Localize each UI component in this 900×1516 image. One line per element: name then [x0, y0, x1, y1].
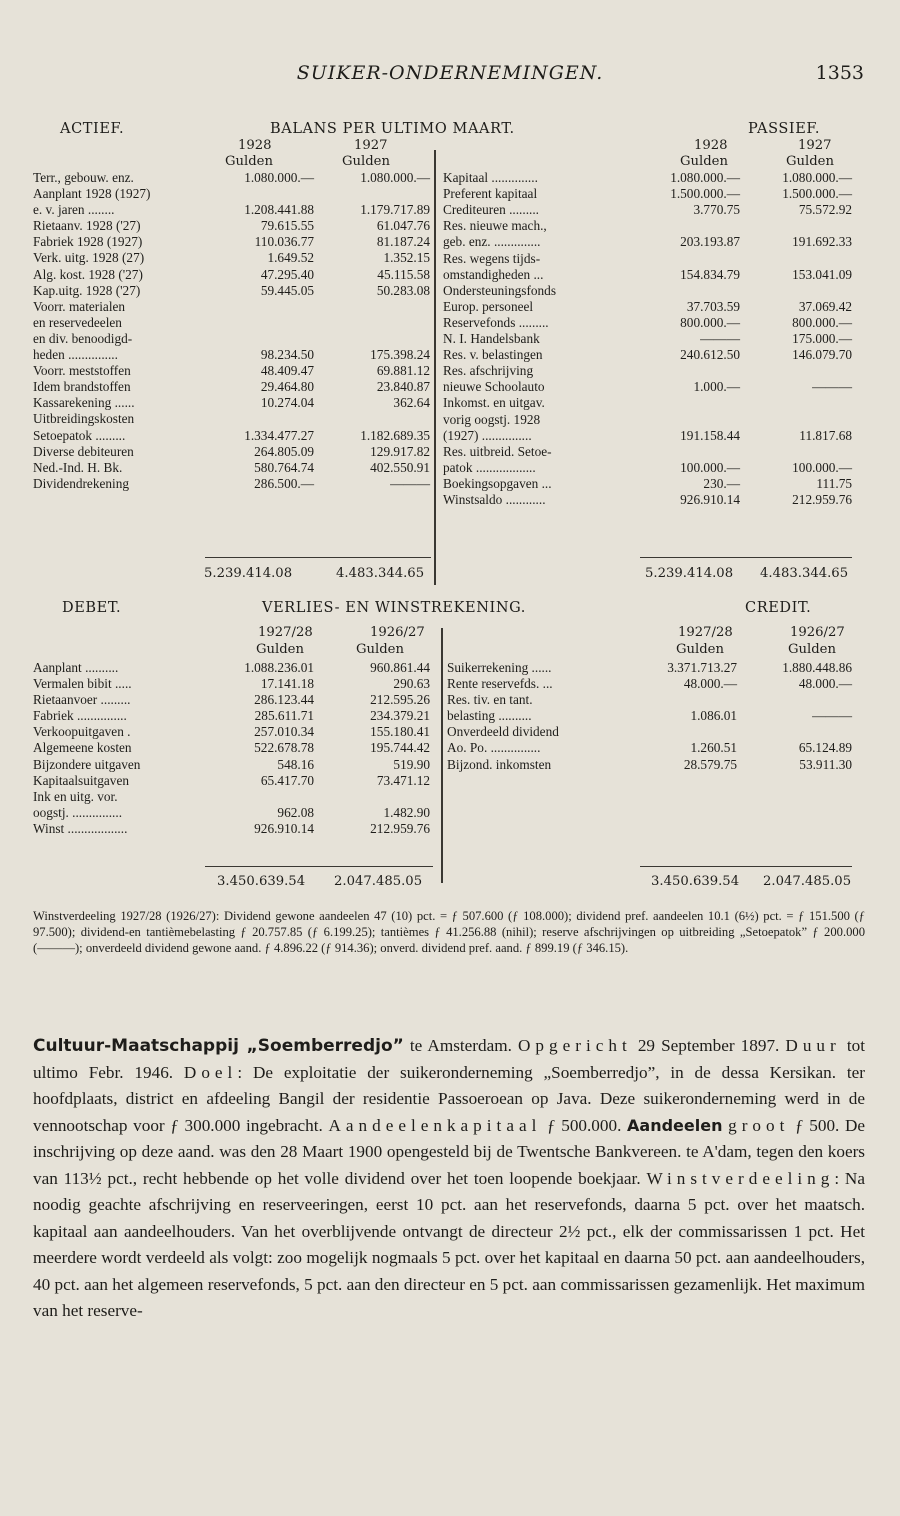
row-label: Preferent kapitaal [443, 186, 538, 202]
passief-row [443, 347, 852, 363]
debet-table [33, 660, 430, 837]
row-label: heden ............... [33, 347, 118, 363]
actief-row [33, 250, 430, 266]
row-label: Verk. uitg. 1928 (27) [33, 250, 145, 266]
row-value-b: 175.398.24 [370, 347, 430, 363]
row-value-b: 290.63 [393, 676, 430, 692]
row-label: Ondersteuningsfonds [443, 282, 557, 298]
row-value-b: 1.880.448.86 [782, 660, 852, 675]
actief-row [33, 347, 430, 363]
debet-row [33, 676, 430, 692]
actief-row [33, 331, 430, 347]
row-value-b: ——— [390, 475, 430, 491]
actief-unit-2: Gulden [342, 154, 390, 169]
groot-label: groot [728, 1115, 790, 1135]
row-value-a: 800.000.— [680, 314, 740, 330]
row-label: Inkomst. en uitgav. [443, 395, 545, 411]
aandeelenkapitaal-label: Aandeelenkapitaal [328, 1115, 542, 1135]
row-label: Winstsaldo ............ [443, 491, 546, 507]
debet-row [33, 789, 430, 805]
row-value-b [740, 154, 852, 170]
row-value-b [740, 395, 852, 411]
row-value-a: 286.500.— [254, 475, 314, 491]
passief-row [443, 170, 852, 186]
row-value-a [203, 186, 314, 202]
row-label: vorig oogstj. 1928 [443, 411, 541, 427]
actief-row [33, 379, 430, 395]
actief-row [33, 476, 430, 492]
row-label: Aanplant 1928 (1927) [33, 186, 151, 202]
row-label: Kap.uitg. 1928 ('27) [33, 282, 141, 298]
row-value-b: 191.692.33 [792, 234, 852, 250]
row-value-b: 65.124.89 [798, 740, 852, 756]
passief-row [443, 460, 852, 476]
row-value-a: 3.371.713.27 [667, 660, 737, 675]
row-value-b: 1.179.717.89 [360, 202, 430, 218]
row-value-b [314, 331, 430, 347]
row-label: Algemeene kosten [33, 740, 132, 756]
row-value-b: 75.572.92 [798, 202, 852, 218]
row-value-b: 960.861.44 [370, 660, 430, 675]
row-value-a: 3.770.75 [693, 202, 740, 218]
row-label: Res. wegens tijds- [443, 250, 541, 266]
row-label: Res. uitbreid. Setoe- [443, 443, 552, 459]
actief-row [33, 202, 430, 218]
credit-row [447, 724, 852, 740]
row-value-a: 28.579.75 [683, 756, 737, 772]
row-label: Onverdeeld dividend [447, 724, 559, 740]
actief-row [33, 460, 430, 476]
row-value-a: 1.260.51 [690, 740, 737, 756]
actief-row [33, 283, 430, 299]
row-label: Rietaanv. 1928 ('27) [33, 218, 141, 234]
row-value-b [737, 692, 852, 708]
actief-row [33, 299, 430, 315]
row-label: belasting .......... [447, 708, 532, 724]
passief-row [443, 299, 852, 315]
passief-row [443, 283, 852, 299]
row-label: Kapitaalsuitgaven [33, 772, 129, 788]
row-value-a [639, 251, 740, 267]
passief-row [443, 234, 852, 250]
credit-row [447, 740, 852, 756]
row-label: Alg. kost. 1928 ('27) [33, 266, 143, 282]
row-value-b: 53.911.30 [799, 756, 852, 772]
row-value-b: 111.75 [816, 475, 852, 491]
row-value-b: 1.352.15 [383, 250, 430, 266]
row-value-b: 1.500.000.— [782, 186, 852, 202]
row-value-b: ——— [812, 379, 852, 395]
row-value-b: 45.115.58 [377, 266, 430, 282]
row-value-a: 10.274.04 [260, 395, 314, 411]
row-value-a: 203.193.87 [680, 234, 740, 250]
company-text: : Na noodig geachte afschrijving en reserveeringen, eerst 10 pct. aan het reservefonds, daarna 5 pct. over het maatsch. kapitaal aan aandeelhouders. Van het overblijvende ontvangt de directeur 2½ pct., elk der commissarissen 1 pct. Het meerdere wordt verdeeld als volgt: zoo mogelijk nogmaals 5 pct. over het kapitaal en daarna 50 pct. aan aandeelhouders, 40 pct. aan het algemeen reservefonds, 5 pct. aan den directeur en 5 pct. aan commissarissen gezamenlijk. Het maximum van het reserve- [33, 1168, 865, 1320]
row-value-b: 234.379.21 [370, 708, 430, 724]
credit-year-2: 1926/27 [790, 625, 845, 640]
row-label: Res. nieuwe mach., [443, 218, 547, 234]
company-text: ƒ 500. De inschrijving op deze aand. was den 28 Maart 1900 opengesteld bij de Twentsche Bankvereen. te A'dam, tegen den koers van 113½ pct., recht hebbende op het volle dividend over het toen loopende boekjaar. [33, 1115, 866, 1188]
passief-row [443, 202, 852, 218]
company-text: te Amsterdam. [403, 1036, 518, 1055]
debet-row [33, 660, 430, 676]
row-value-b [314, 186, 430, 202]
row-label: Dividendrekening [33, 475, 130, 491]
row-label: (1927) ............... [443, 427, 532, 443]
row-label: Crediteuren ......... [443, 202, 540, 218]
row-value-a: 240.612.50 [680, 347, 740, 363]
debet-year-1: 1927/28 [258, 625, 313, 640]
credit-row [447, 692, 852, 708]
winstverdeeling-note: Winstverdeeling 1927/28 (1926/27): Dividend gewone aandeelen 47 (10) pct. = ƒ 507.600 (ƒ 108.000); dividend pref. aandeelen 10.1 (6½) pct. = ƒ 151.500 (ƒ 97.500); dividend-en tantièmebelasting ƒ 20.757.85 (ƒ 6.199.25); tantièmes ƒ 41.256.88 (nihil); reserve afschrijvingen op uitbreiding „Setoepatok” ƒ 200.000 (———); onverdeeld dividend gewone aand. ƒ 4.896.22 (ƒ 914.36); onverd. dividend pref. aand. ƒ 899.19 (ƒ 346.15). [33, 909, 865, 956]
passief-row [443, 428, 852, 444]
actief-unit-1: Gulden [225, 154, 273, 169]
row-value-a: 48.000.— [683, 676, 737, 692]
debet-row [33, 740, 430, 756]
aandeelen-label: Aandeelen [627, 1115, 723, 1135]
debet-row [33, 724, 430, 740]
row-label: e. v. jaren ........ [33, 202, 115, 218]
row-value-b: 155.180.41 [370, 724, 430, 740]
row-value-a [203, 315, 314, 331]
row-value-b: 212.595.26 [370, 692, 430, 708]
row-value-b: 1.182.689.35 [360, 427, 430, 443]
row-value-b: 146.079.70 [792, 347, 852, 363]
row-value-a: 286.123.44 [254, 692, 314, 708]
row-value-a: 926.910.14 [680, 491, 740, 507]
row-value-b: ——— [812, 708, 852, 724]
passief-row [443, 412, 852, 428]
actief-year-1: 1928 [238, 138, 272, 153]
row-label: Terr., gebouw. enz. [33, 170, 134, 185]
row-value-b: 1.080.000.— [360, 170, 430, 185]
row-value-a [203, 331, 314, 347]
row-value-b [740, 412, 852, 428]
row-value-b: 1.482.90 [383, 804, 430, 820]
debet-row [33, 692, 430, 708]
credit-table [447, 660, 852, 773]
row-label: Idem brandstoffen [33, 379, 131, 395]
row-label: Res. afschrijving [443, 363, 534, 379]
row-value-a: 1.334.477.27 [244, 427, 314, 443]
doel-label: Doel [183, 1062, 238, 1082]
row-value-b: 81.187.24 [376, 234, 430, 250]
row-label: en div. benoodigd- [33, 330, 133, 346]
row-value-b [740, 444, 852, 460]
row-value-a: 110.036.77 [254, 234, 314, 250]
row-label [443, 154, 639, 170]
row-label: Ink en uitg. vor. [33, 788, 118, 804]
company-text: ƒ 500.000. [541, 1115, 628, 1135]
passief-total-rule [640, 557, 852, 558]
row-label: Verkoopuitgaven . [33, 724, 131, 740]
row-value-a: 1.000.— [693, 379, 740, 395]
row-value-a: 257.010.34 [254, 724, 314, 740]
row-value-b: 50.283.08 [376, 282, 430, 298]
row-value-a: 522.678.78 [254, 740, 314, 756]
row-value-b [314, 299, 430, 315]
row-value-a: 65.417.70 [260, 772, 314, 788]
row-label: Bijzond. inkomsten [447, 756, 552, 772]
row-label: Voorr. meststoffen [33, 363, 131, 379]
row-value-b: 100.000.— [792, 459, 852, 475]
row-value-b: 195.744.42 [370, 740, 430, 756]
actief-row [33, 186, 430, 202]
row-value-b: 73.471.12 [376, 772, 430, 788]
row-value-a: 548.16 [277, 756, 314, 772]
row-value-a: 1.080.000.— [670, 170, 740, 186]
row-label: Reservefonds ......... [443, 314, 549, 330]
debet-row [33, 805, 430, 821]
row-label: Res. tiv. en tant. [447, 692, 533, 708]
passief-row [443, 444, 852, 460]
running-header-title: SUIKER-ONDERNEMINGEN. [296, 62, 604, 84]
row-label: Boekingsopgaven ... [443, 475, 552, 491]
actief-table [33, 170, 430, 492]
passief-row [443, 331, 852, 347]
row-value-b: 175.000.— [792, 331, 852, 347]
row-value-b: 519.90 [393, 756, 430, 772]
credit-label: CREDIT. [745, 600, 812, 616]
row-value-a [203, 299, 314, 315]
company-name: Cultuur-Maatschappij „Soemberredjo” [33, 1036, 404, 1056]
passief-row [443, 476, 852, 492]
passief-row [443, 379, 852, 395]
row-value-a [639, 412, 740, 428]
row-value-b [740, 251, 852, 267]
passief-row [443, 218, 852, 234]
row-value-b [740, 283, 852, 299]
passief-year-1: 1928 [694, 138, 728, 153]
actief-year-2: 1927 [354, 138, 388, 153]
row-value-a [639, 154, 740, 170]
actief-total-rule [205, 557, 431, 558]
credit-unit-2: Gulden [788, 642, 836, 657]
debet-row [33, 821, 430, 837]
row-value-a: 230.— [703, 475, 740, 491]
row-value-a: 1.086.01 [690, 708, 737, 724]
debet-row [33, 757, 430, 773]
row-value-b: 153.041.09 [792, 266, 852, 282]
passief-row [443, 251, 852, 267]
row-label: Uitbreidingskosten [33, 411, 135, 427]
passief-row [443, 186, 852, 202]
passief-row [443, 267, 852, 283]
debet-row [33, 708, 430, 724]
row-label: omstandigheden ... [443, 266, 544, 282]
row-label: Europ. personeel [443, 298, 534, 314]
actief-label: ACTIEF. [60, 121, 125, 137]
passief-row [443, 154, 852, 170]
passief-total-1927: 4.483.344.65 [760, 566, 849, 581]
row-label: Res. v. belastingen [443, 347, 543, 363]
row-value-a: 29.464.80 [260, 379, 314, 395]
row-value-a: 1.208.441.88 [244, 202, 314, 218]
row-label: Vermalen bibit ..... [33, 676, 132, 692]
company-text: tot ultimo Febr. 1946. [33, 1036, 865, 1082]
row-value-b [314, 315, 430, 331]
row-value-b: 1.080.000.— [782, 170, 852, 186]
actief-row [33, 267, 430, 283]
row-value-b: 362.64 [393, 395, 430, 411]
row-value-a [639, 395, 740, 411]
credit-row [447, 676, 852, 692]
row-label: Ao. Po. ............... [447, 740, 541, 756]
row-value-b [740, 363, 852, 379]
actief-row [33, 363, 430, 379]
passief-row [443, 363, 852, 379]
passief-row [443, 395, 852, 411]
row-value-b: 37.069.42 [798, 298, 852, 314]
row-label: Voorr. materialen [33, 298, 126, 314]
row-label: patok .................. [443, 459, 536, 475]
actief-total-1927: 4.483.344.65 [336, 566, 425, 581]
company-text: 29 September 1897. [631, 1036, 786, 1055]
debet-unit-2: Gulden [356, 642, 404, 657]
row-value-a: 1.500.000.— [670, 186, 740, 202]
row-value-a: 79.615.55 [260, 218, 314, 234]
row-label: en reservedeelen [33, 314, 122, 330]
row-value-b: 61.047.76 [376, 218, 430, 234]
row-label: Kapitaal .............. [443, 170, 538, 186]
debet-year-2: 1926/27 [370, 625, 425, 640]
actief-row [33, 234, 430, 250]
row-value-a [639, 363, 740, 379]
row-value-a: 191.158.44 [680, 427, 740, 443]
row-value-b: 48.000.— [798, 676, 852, 692]
row-value-a: 47.295.40 [260, 266, 314, 282]
row-label: geb. enz. .............. [443, 234, 541, 250]
row-value-b [314, 789, 430, 805]
row-label: Rietaanvoer ......... [33, 692, 131, 708]
row-value-b [314, 411, 430, 427]
debet-total-rule [205, 866, 433, 867]
row-label: Setoepatok ......... [33, 427, 126, 443]
row-value-a: 580.764.74 [254, 459, 314, 475]
row-value-a: 17.141.18 [260, 676, 314, 692]
row-value-b: 69.881.12 [376, 363, 430, 379]
row-value-a [639, 218, 740, 234]
row-label: Bijzondere uitgaven [33, 756, 141, 772]
balans-divider [434, 150, 436, 585]
row-value-b: 212.959.76 [370, 820, 430, 836]
row-value-a: 1.080.000.— [244, 170, 314, 185]
debet-unit-1: Gulden [256, 642, 304, 657]
company-entry [33, 1033, 865, 1325]
row-value-a: ——— [700, 331, 740, 347]
row-value-a: 1.649.52 [267, 250, 314, 266]
credit-row [447, 757, 852, 773]
row-value-a [639, 444, 740, 460]
row-label: oogstj. ............... [33, 804, 123, 820]
actief-total-1928: 5.239.414.08 [204, 566, 293, 581]
actief-row [33, 395, 430, 411]
passief-row [443, 492, 852, 508]
row-value-b [737, 724, 852, 740]
row-label: Diverse debiteuren [33, 443, 134, 459]
row-value-b: 129.917.82 [370, 443, 430, 459]
actief-row [33, 428, 430, 444]
debet-row [33, 773, 430, 789]
passief-label: PASSIEF. [748, 121, 821, 137]
passief-table [443, 154, 852, 508]
row-value-a: 48.409.47 [260, 363, 314, 379]
opgericht-label: Opgericht [518, 1036, 632, 1055]
page-number: 1353 [815, 62, 864, 84]
debet-total-2: 2.047.485.05 [334, 874, 423, 889]
row-label: Fabriek 1928 (1927) [33, 234, 143, 250]
row-value-b: 11.817.68 [799, 427, 852, 443]
passief-unit-1: Gulden [680, 154, 728, 169]
row-label: Ned.-Ind. H. Bk. [33, 459, 123, 475]
passief-row [443, 315, 852, 331]
row-value-b: 800.000.— [792, 314, 852, 330]
verlies-title: VERLIES- EN WINSTREKENING. [262, 600, 526, 616]
actief-row [33, 170, 430, 186]
actief-row [33, 444, 430, 460]
actief-row [33, 411, 430, 427]
credit-total-2: 2.047.485.05 [763, 874, 852, 889]
row-value-a: 98.234.50 [260, 347, 314, 363]
credit-row [447, 660, 852, 676]
row-value-b [740, 218, 852, 234]
debet-label: DEBET. [62, 600, 122, 616]
row-value-a [639, 283, 740, 299]
row-value-a: 926.910.14 [254, 820, 314, 836]
passief-unit-2: Gulden [786, 154, 834, 169]
row-value-a [203, 411, 314, 427]
row-label: Rente reservefds. ... [447, 676, 553, 692]
row-value-a: 285.611.71 [254, 708, 314, 724]
winstverdeeling-label: Winstverdeeling [646, 1168, 835, 1188]
row-value-a [637, 724, 737, 740]
balans-title: BALANS PER ULTIMO MAART. [270, 121, 515, 137]
verlies-divider [441, 628, 443, 883]
debet-total-1: 3.450.639.54 [217, 874, 306, 889]
row-value-a: 154.834.79 [680, 266, 740, 282]
credit-total-rule [640, 866, 852, 867]
row-label: Winst .................. [33, 820, 128, 836]
credit-total-1: 3.450.639.54 [651, 874, 740, 889]
row-value-a: 1.088.236.01 [244, 660, 314, 675]
actief-row [33, 218, 430, 234]
row-label: N. I. Handelsbank [443, 331, 540, 347]
row-value-a: 100.000.— [680, 459, 740, 475]
row-value-b: 212.959.76 [792, 491, 852, 507]
row-value-a: 264.805.09 [254, 443, 314, 459]
actief-row [33, 315, 430, 331]
duur-label: Duur [785, 1036, 841, 1055]
row-value-b: 402.550.91 [370, 459, 430, 475]
credit-row [447, 708, 852, 724]
row-value-b: 23.840.87 [376, 379, 430, 395]
row-value-a: 962.08 [277, 804, 314, 820]
row-label: Aanplant .......... [33, 660, 119, 675]
row-label: Kassarekening ...... [33, 395, 135, 411]
row-label: Suikerrekening ...... [447, 660, 552, 675]
row-value-a [203, 789, 314, 805]
row-label: Fabriek ............... [33, 708, 127, 724]
row-label: nieuwe Schoolauto [443, 379, 545, 395]
row-value-a: 59.445.05 [260, 282, 314, 298]
credit-unit-1: Gulden [676, 642, 724, 657]
credit-year-1: 1927/28 [678, 625, 733, 640]
row-value-a [637, 692, 737, 708]
passief-total-1928: 5.239.414.08 [645, 566, 734, 581]
company-text: : De exploitatie der suikeronderneming „Soemberredjo”, in de dessa Kersikan. ter hoofdplaats, district en afdeeling Bangil der residentie Passoeroean op Java. Deze suikeronderneming werd in de vennootschap voor ƒ 300.000 ingebracht. [33, 1062, 865, 1135]
passief-year-2: 1927 [798, 138, 832, 153]
row-value-a: 37.703.59 [686, 298, 740, 314]
